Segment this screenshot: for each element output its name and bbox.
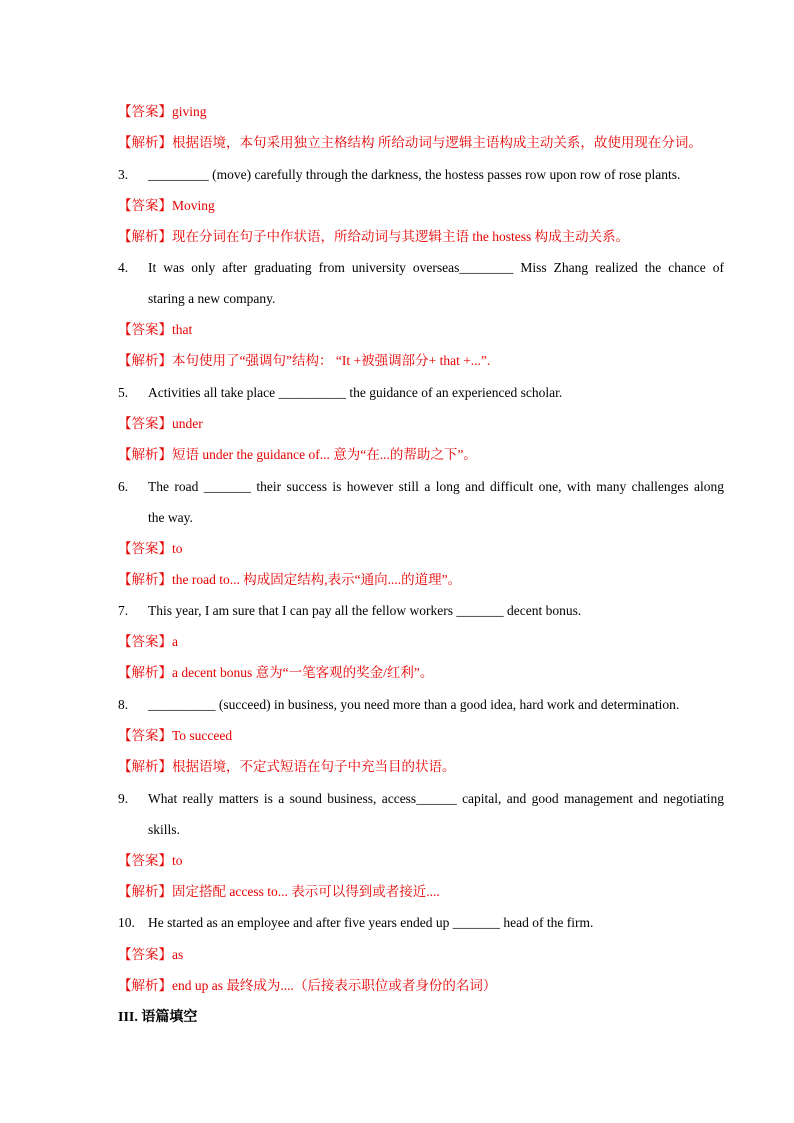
answer-line: 【答案】to	[118, 541, 183, 556]
explanation-line: 【解析】根据语境，本句采用独立主格结构 所给动词与逻辑主语构成主动关系，故使用现在分词。	[118, 135, 702, 150]
explanation-line: 【解析】the road to... 构成固定结构,表示“通向....的道理”。	[118, 572, 462, 587]
question-text: __________ (succeed) in business, you need more than a good idea, hard work and determination.	[148, 697, 680, 712]
answer-line: 【答案】To succeed	[118, 728, 233, 743]
question-text: _________ (move) carefully through the darkness, the hostess passes row upon row of rose plants.	[148, 167, 681, 182]
explanation-line: 【解析】根据语境，不定式短语在句子中充当目的状语。	[118, 759, 456, 774]
question-text: It was only after graduating from university overseas________ Miss Zhang realized the chance of	[148, 260, 724, 275]
question-continuation: the way.	[148, 510, 193, 525]
answer-line: 【答案】as	[118, 947, 184, 962]
question-8	[118, 696, 724, 714]
answer-line: 【答案】Moving	[118, 198, 215, 213]
question-7	[118, 602, 724, 620]
explanation-line: 【解析】本句使用了“强调句”结构： “It +被强调部分+ that +...”.	[118, 353, 491, 368]
explanation-line: 【解析】固定搭配 access to... 表示可以得到或者接近....	[118, 884, 440, 899]
explanation-line: 【解析】end up as 最终成为....（后接表示职位或者身份的名词）	[118, 978, 497, 993]
explanation-line: 【解析】a decent bonus 意为“一笔客观的奖金/红利”。	[118, 665, 434, 680]
question-text: He started as an employee and after five years ended up _______ head of the firm.	[148, 915, 594, 930]
answer-line: 【答案】giving	[118, 104, 207, 119]
question-5	[118, 384, 724, 402]
question-continuation: staring a new company.	[148, 291, 276, 306]
question-text: What really matters is a sound business, access______ capital, and good management and negotiating	[148, 791, 724, 806]
section-heading: III. 语篇填空	[118, 1010, 198, 1025]
answer-line: 【答案】a	[118, 634, 178, 649]
explanation-line: 【解析】现在分词在句子中作状语，所给动词与其逻辑主语 the hostess 构成主动关系。	[118, 229, 630, 244]
question-10	[118, 914, 724, 932]
question-number: 7.	[118, 603, 129, 618]
question-9	[118, 790, 724, 808]
explanation-line: 【解析】短语 under the guidance of... 意为“在...的帮助之下”。	[118, 447, 477, 462]
question-number: 5.	[118, 385, 129, 400]
question-4	[118, 259, 724, 277]
answer-line: 【答案】under	[118, 416, 203, 431]
question-number: 9.	[118, 791, 129, 806]
question-number: 3.	[118, 167, 129, 182]
question-text: Activities all take place __________ the guidance of an experienced scholar.	[148, 385, 563, 400]
question-number: 10.	[118, 915, 135, 930]
question-text: The road _______ their success is however still a long and difficult one, with many challenges along	[148, 479, 724, 494]
answer-line: 【答案】to	[118, 853, 183, 868]
question-6	[118, 478, 724, 496]
question-number: 4.	[118, 260, 129, 275]
question-text: This year, I am sure that I can pay all the fellow workers _______ decent bonus.	[148, 603, 582, 618]
answer-line: 【答案】that	[118, 322, 193, 337]
question-number: 6.	[118, 479, 129, 494]
question-continuation: skills.	[148, 822, 180, 837]
question-number: 8.	[118, 697, 129, 712]
question-3	[118, 166, 724, 184]
